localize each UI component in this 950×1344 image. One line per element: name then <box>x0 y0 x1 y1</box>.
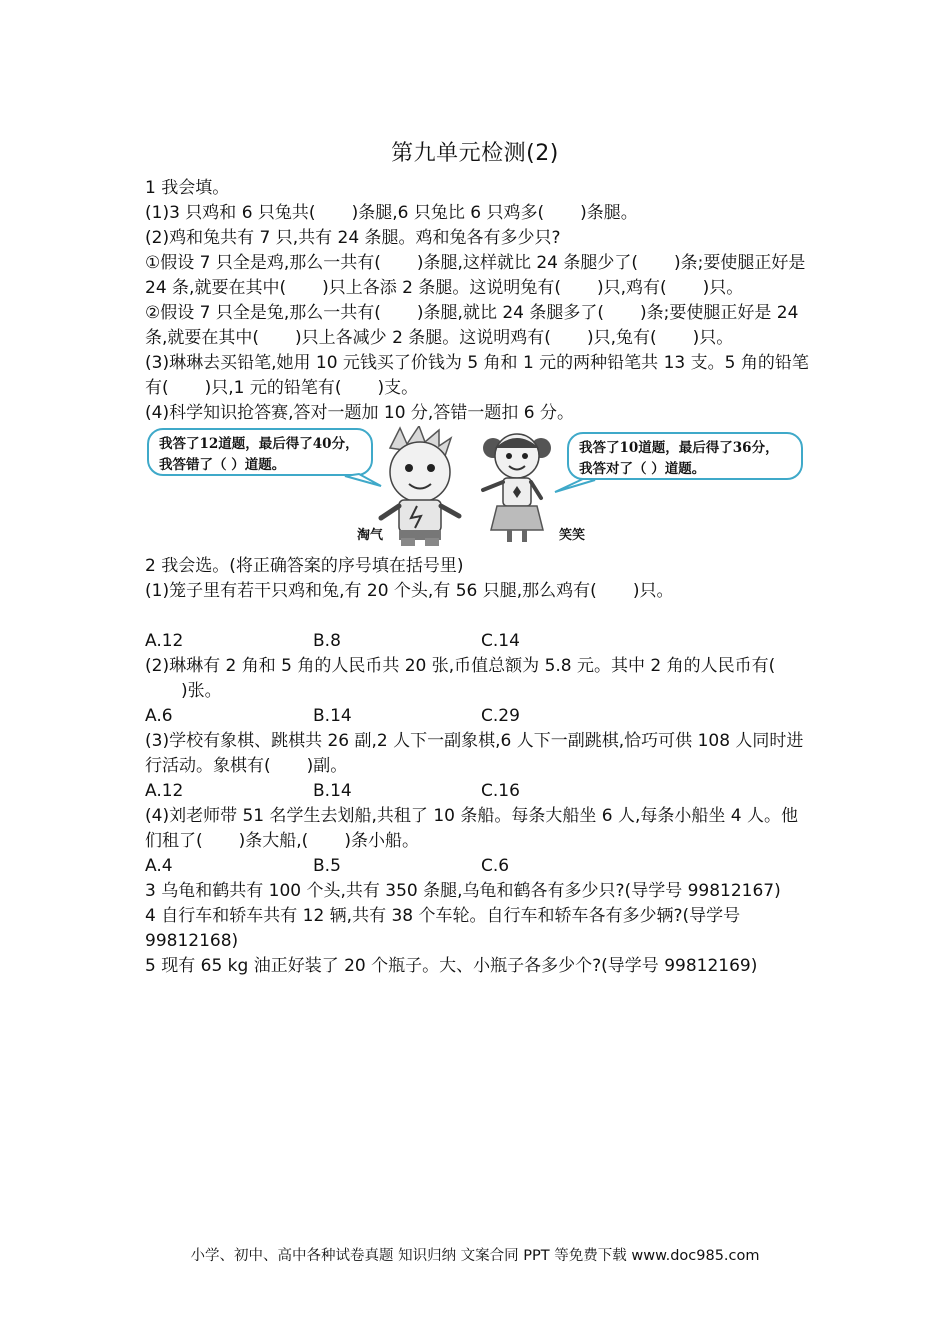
illustration <box>145 426 810 554</box>
section-3-question: 3 乌龟和鹤共有 100 个头,共有 350 条腿,乌龟和鹤各有多少只?(导学号 99812167) <box>145 881 781 901</box>
section-4-question: 4 自行车和轿车共有 12 辆,共有 38 个车轮。自行车和轿车各有多少辆?(导学号 99812168) <box>145 906 741 951</box>
speech-bubble-left: 我答了12道题，最后得了40分，我答错了（ ）道题。 <box>147 428 373 476</box>
s1-question-2a: ①假设 7 只全是鸡,那么一共有( )条腿,这样就比 24 条腿少了( )条;要使腿正好是 24 条,就要在其中( )只上各添 2 条腿。这说明兔有( )只,鸡有( )只。 <box>145 253 806 298</box>
s2-q4-options <box>145 854 810 879</box>
option-c: C.14 <box>481 631 520 651</box>
s2-q3-options <box>145 779 810 804</box>
option-c: C.16 <box>481 781 520 801</box>
boy-character-icon <box>381 426 459 546</box>
character-name-left: 淘气 <box>357 528 384 543</box>
s2-question-3: (3)学校有象棋、跳棋共 26 副,2 人下一副象棋,6 人下一副跳棋,恰巧可供 108 人同时进行活动。象棋有( )副。 <box>145 731 804 776</box>
s2-question-4: (4)刘老师带 51 名学生去划船,共租了 10 条船。每条大船坐 6 人,每条小船坐 4 人。他们租了( )条大船,( )条小船。 <box>145 806 799 851</box>
option-b: B.14 <box>313 781 352 801</box>
option-a: A.4 <box>145 856 173 876</box>
s1-question-2b: ②假设 7 只全是兔,那么一共有( )条腿,就比 24 条腿多了( )条;要使腿正好是 24 条,就要在其中( )只上各减少 2 条腿。这说明鸡有( )只,兔有( )只。 <box>145 303 799 348</box>
s1-question-2: (2)鸡和兔共有 7 只,共有 24 条腿。鸡和兔各有多少只? <box>145 228 561 248</box>
section-1-heading: 1 我会填。 <box>145 178 230 198</box>
option-b: B.8 <box>313 631 341 651</box>
character-name-right: 笑笑 <box>559 528 586 543</box>
girl-character-icon <box>483 434 551 542</box>
s1-question-4: (4)科学知识抢答赛,答对一题加 10 分,答错一题扣 6 分。 <box>145 403 574 423</box>
s1-question-1: (1)3 只鸡和 6 只兔共( )条腿,6 只兔比 6 只鸡多( )条腿。 <box>145 203 638 223</box>
bubble-tail-left <box>345 474 381 486</box>
s2-q1-options <box>145 629 810 654</box>
content <box>145 176 810 979</box>
s1-question-3: (3)琳琳去买铅笔,她用 10 元钱买了价钱为 5 角和 1 元的两种铅笔共 13 支。5 角的铅笔有( )只,1 元的铅笔有( )支。 <box>145 353 809 398</box>
speech-bubble-right: 我答了10道题，最后得了36分，我答对了（ ）道题。 <box>567 432 803 480</box>
s2-question-1: (1)笼子里有若干只鸡和兔,有 20 个头,有 56 只腿,那么鸡有( )只。 <box>145 581 674 601</box>
option-a: A.12 <box>145 781 184 801</box>
page-footer: 小学、初中、高中各种试卷真题 知识归纳 文案合同 PPT 等免费下载 www.doc985.com <box>190 1248 760 1264</box>
s2-q2-options <box>145 704 810 729</box>
section-5-question: 5 现有 65 kg 油正好装了 20 个瓶子。大、小瓶子各多少个?(导学号 99812169) <box>145 956 758 976</box>
option-a: A.6 <box>145 706 173 726</box>
section-2-heading: 2 我会选。(将正确答案的序号填在括号里) <box>145 556 464 576</box>
option-b: B.14 <box>313 706 352 726</box>
bubble-tail-right <box>555 478 595 492</box>
option-a: A.12 <box>145 631 184 651</box>
s2-question-2: (2)琳琳有 2 角和 5 角的人民币共 20 张,币值总额为 5.8 元。其中 2 角的人民币有()张。 <box>145 656 776 701</box>
option-c: C.6 <box>481 856 510 876</box>
page-title: 第九单元检测(2) <box>391 141 559 166</box>
option-c: C.29 <box>481 706 520 726</box>
option-b: B.5 <box>313 856 341 876</box>
